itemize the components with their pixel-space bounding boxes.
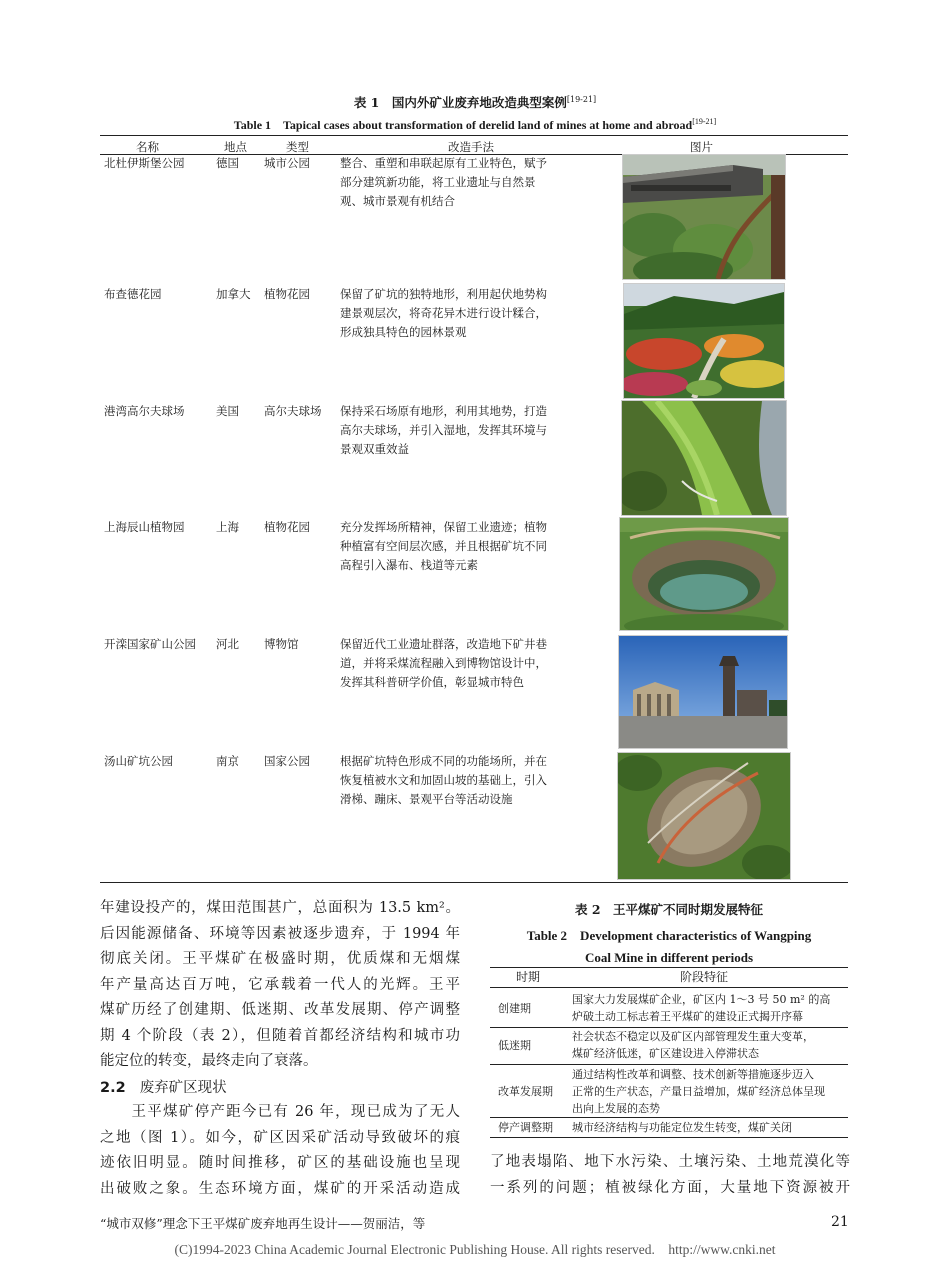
table2-row3-period: 改革发展期 — [498, 1085, 553, 1098]
table2-top-rule — [490, 967, 848, 968]
table1-row5-name: 开滦国家矿山公园 — [104, 637, 196, 651]
table1-row3-place: 美国 — [216, 404, 239, 418]
table2-header-period: 时期 — [516, 970, 541, 984]
chenshan-botanical-garden-photo — [619, 517, 789, 631]
table2-row1-desc: 国家大力发展煤矿企业，矿区内 1～3 号 50 m² 的高 炉破土动工标志着王平煤矿的建设正式揭开序幕 — [572, 993, 831, 1023]
table1-row1-name: 北杜伊斯堡公园 — [104, 156, 185, 170]
table1-row2-place: 加拿大 — [216, 287, 251, 301]
table1-header-name: 名称 — [136, 140, 159, 154]
body-paragraph-2: 王平煤矿停产距今已有 26 年，现已成为了无人 之地（图 1）。如今，矿区因采矿活动导致破坏的痕 迹依旧明显。随时间推移，矿区的基础设施也呈现 出破败之象。生态环境方面，煤矿的开采活动造成 — [100, 1104, 460, 1197]
table1-row6-name: 汤山矿坑公园 — [104, 754, 173, 768]
table1-row5-method: 保留近代工业遗址群落，改造地下矿井巷 道，并将采煤流程融入到博物馆设计中， 发挥其科普研学价值，彰显城市特色 — [340, 637, 547, 689]
table1-caption-cn: 表 1 国内外矿业废弃地改造典型案例[19-21] — [353, 94, 597, 110]
section-heading-2-2: 2.2 废弃矿区现状 — [100, 1080, 227, 1096]
table2-row2-period: 低迷期 — [498, 1039, 531, 1052]
page-number: 21 — [831, 1214, 849, 1230]
table1-header-image: 图片 — [690, 140, 713, 154]
table2-caption-en-2: Coal Mine in different periods — [584, 950, 754, 965]
table1-row1-method: 整合、重塑和串联起原有工业特色，赋予 部分建筑新功能，将工业遗址与自然景 观、城市景观有机结合 — [340, 156, 547, 208]
running-title: “城市双修”理念下王平煤矿废弃地再生设计——贺丽洁，等 — [100, 1216, 426, 1231]
tangshan-pit-park-photo — [617, 752, 791, 880]
butchart-gardens-photo — [623, 283, 785, 399]
body-paragraph-1: 年建设投产的，煤田范围甚广，总面积为 13.5 km²。 后因能源储备、环境等因素被逐步遗弃，于 1994 年 彻底关闭。王平煤矿在极盛时期，优质煤和无烟煤 年产量高达百万吨，它承载着一代人的光辉。王平 煤矿历经了创建期、低迷期、改革发展期、停产调整 期 4 个阶段（表 2），但随着首都经济结构和城市功 能定位的转变，最终走向了衰落。 — [100, 900, 460, 1069]
table1-bottom-rule — [100, 882, 848, 883]
table1-row5-type: 博物馆 — [264, 637, 299, 651]
table1-row6-type: 国家公园 — [264, 754, 310, 768]
table1-caption-en: Table 1 Tapical cases about transformation of derelid land of mines at home and abroad[19-21] — [233, 117, 717, 132]
table2-row2-desc: 社会状态不稳定以及矿区内部管理发生重大变革， 煤矿经济低迷，矿区建设进入停滞状态 — [572, 1030, 814, 1060]
table1-row2-method: 保留了矿坑的独特地形，利用起伏地势构 建景观层次，将奇花异木进行设计糅合， 形成独具特色的园林景观 — [340, 287, 547, 339]
table1-row4-method: 充分发挥场所精神，保留工业遗迹；植物 种植富有空间层次感，并且根据矿坑不同 高程引入瀑布、栈道等元素 — [340, 520, 547, 572]
table1-row4-place: 上海 — [216, 520, 239, 534]
table2-row4-period: 停产调整期 — [498, 1121, 553, 1134]
table1-top-rule — [100, 135, 848, 136]
table2-header-rule — [490, 987, 848, 988]
table2-caption-en-1: Table 2 Development characteristics of Wangping — [526, 928, 812, 943]
table2-row-divider — [490, 1117, 848, 1118]
harbor-golf-course-photo — [621, 400, 787, 516]
table2-row1-period: 创建期 — [498, 1002, 531, 1015]
table1-header-type: 类型 — [286, 140, 309, 154]
table1-row3-type: 高尔夫球场 — [264, 404, 322, 418]
table1-row4-name: 上海辰山植物园 — [104, 520, 185, 534]
table1-header-method: 改造手法 — [448, 140, 494, 154]
table1-row3-name: 港湾高尔夫球场 — [104, 404, 185, 418]
table1-header-place: 地点 — [224, 140, 247, 154]
table1-row4-type: 植物花园 — [264, 520, 310, 534]
table2-bottom-rule — [490, 1137, 848, 1138]
table1-row5-place: 河北 — [216, 637, 239, 651]
table2-row4-desc: 城市经济结构与功能定位发生转变，煤矿关闭 — [572, 1121, 792, 1134]
table2-caption-cn: 表 2 王平煤矿不同时期发展特征 — [574, 902, 764, 917]
table1-row2-name: 布查德花园 — [104, 287, 162, 301]
kailuan-mine-park-photo — [618, 635, 788, 749]
table1-row6-place: 南京 — [216, 754, 239, 768]
duisburg-park-photo — [622, 154, 786, 280]
table2-row-divider — [490, 1064, 848, 1065]
body-paragraph-right: 了地表塌陷、地下水污染、土壤污染、土地荒漠化等 一系列的问题；植被绿化方面，大量地下资源被开 — [490, 1154, 850, 1196]
table1-row3-method: 保持采石场原有地形，利用其地势，打造 高尔夫球场，并引入湿地，发挥其环境与 景观双重效益 — [340, 404, 547, 456]
table1-row2-type: 植物花园 — [264, 287, 310, 301]
copyright-notice: (C)1994-2023 China Academic Journal Electronic Publishing House. All rights reserved. http://www.cnki.net — [174, 1242, 776, 1257]
table2-header-desc: 阶段特征 — [680, 970, 729, 984]
table1-row6-method: 根据矿坑特色形成不同的功能场所，并在 恢复植被水文和加固山坡的基础上，引入 滑梯、蹦床、景观平台等活动设施 — [340, 754, 547, 806]
table1-row1-place: 德国 — [216, 156, 239, 170]
table1-row1-type: 城市公园 — [264, 156, 310, 170]
table2-row3-desc: 通过结构性改革和调整、技术创新等措施逐步迈入 正常的生产状态，产量日益增加，煤矿经济总体呈现 出向上发展的态势 — [572, 1068, 825, 1115]
